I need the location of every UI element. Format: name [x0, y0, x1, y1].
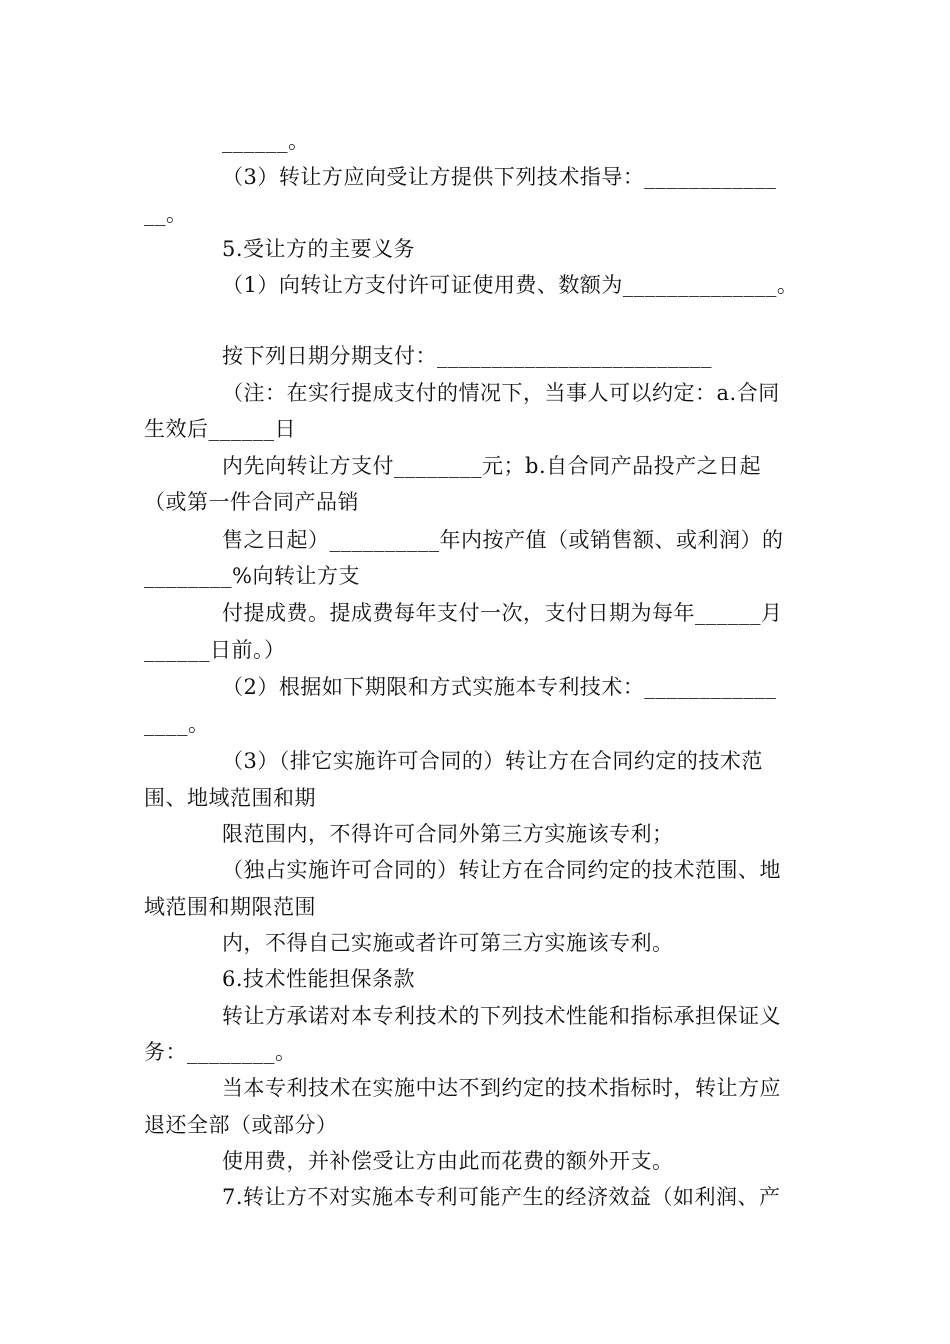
text-line: 内，不得自己实施或者许可第三方实施该专利。 — [222, 931, 674, 955]
text-line: 售之日起）__________年内按产值（或销售额、或利润）的 — [222, 528, 784, 552]
text-line: （注：在实行提成支付的情况下，当事人可以约定：a.合同 — [222, 381, 780, 405]
text-line: 围、地域范围和期 — [144, 786, 316, 810]
text-line: ______。 — [222, 129, 310, 153]
text-line: 内先向转让方支付________元；b.自合同产品投产之日起 — [222, 454, 762, 478]
text-line: （1）向转让方支付许可证使用费、数额为______________。 — [222, 273, 799, 297]
text-line: 务：________。 — [144, 1040, 297, 1064]
text-line: （独占实施许可合同的）转让方在合同约定的技术范围、地 — [222, 858, 781, 882]
text-line: 限范围内，不得许可合同外第三方实施该专利； — [222, 822, 674, 846]
text-line: 生效后______日 — [144, 417, 296, 441]
text-line: 转让方承诺对本专利技术的下列技术性能和指标承担保证义 — [222, 1004, 781, 1028]
text-line: 按下列日期分期支付：_________________________ — [222, 344, 712, 368]
text-line: ____。 — [144, 712, 210, 736]
section-heading: 5.受让方的主要义务 — [222, 237, 416, 261]
text-line: __。 — [144, 202, 188, 226]
section-heading: 7.转让方不对实施本专利可能产生的经济效益（如利润、产 — [222, 1185, 781, 1209]
text-line: 使用费，并补偿受让方由此而花费的额外开支。 — [222, 1149, 674, 1173]
text-line: 域范围和期限范围 — [144, 895, 316, 919]
section-heading: 6.技术性能担保条款 — [222, 967, 416, 991]
text-line: 付提成费。提成费每年支付一次，支付日期为每年______月 — [222, 601, 783, 625]
text-line: （或第一件合同产品销 — [144, 490, 359, 514]
text-line: （3）（排它实施许可合同的）转让方在合同约定的技术范 — [222, 749, 763, 773]
text-line: ______日前。） — [144, 638, 286, 662]
text-line: （2）根据如下期限和方式实施本专利技术：____________ — [222, 675, 777, 699]
text-line: 当本专利技术在实施中达不到约定的技术指标时，转让方应 — [222, 1076, 781, 1100]
text-line: ________%向转让方支 — [144, 564, 360, 588]
text-line: 退还全部（或部分） — [144, 1113, 338, 1137]
text-line: （3）转让方应向受让方提供下列技术指导：____________ — [222, 165, 777, 189]
